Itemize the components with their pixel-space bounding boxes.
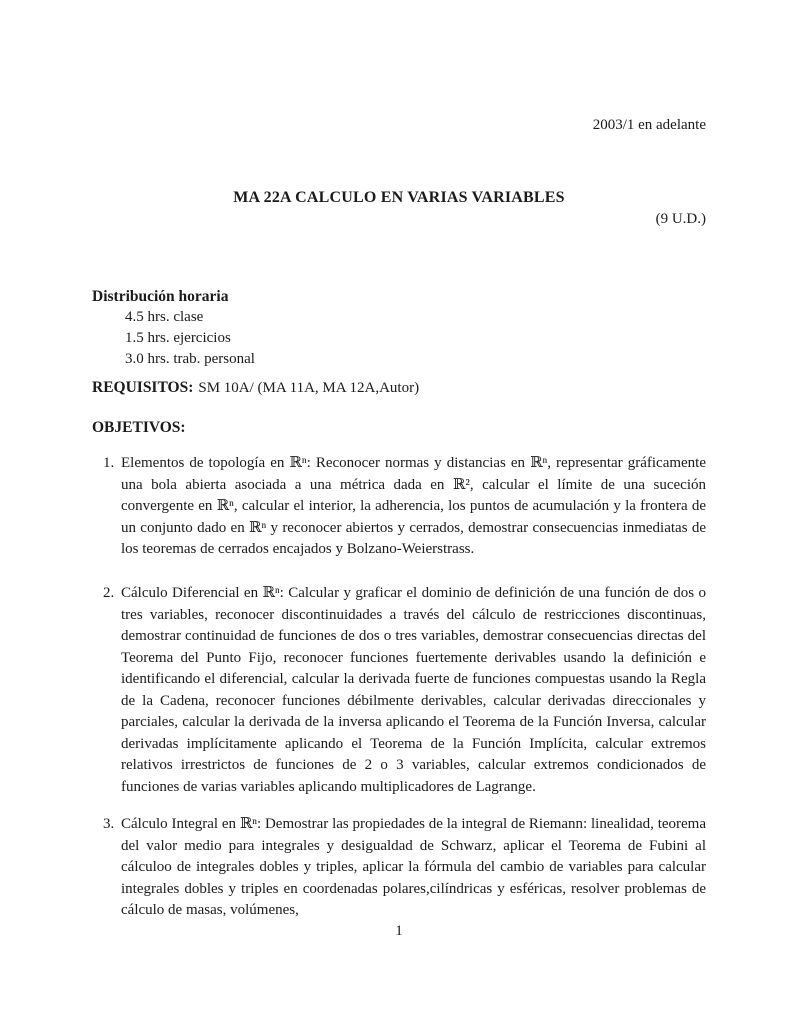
header-date-note: 2003/1 en adelante xyxy=(592,117,706,133)
distribution-item-clase: 4.5 hrs. clase xyxy=(125,309,204,325)
objective-item xyxy=(103,814,706,922)
distribution-item-personal: 3.0 hrs. trab. personal xyxy=(125,351,255,367)
objective-number: 1. xyxy=(103,455,115,471)
course-title: MA 22A CALCULO EN VARIAS VARIABLES xyxy=(233,189,565,206)
requisitos-value: SM 10A/ (MA 11A, MA 12A,Autor) xyxy=(198,380,420,396)
requisitos-line xyxy=(92,377,419,400)
objective-text: Elementos de topología en ℝⁿ: Reconocer normas y distancias en ℝⁿ, representar gráficamente una bola abierta asociada a una métrica dada en ℝ², calcular el límite de una suceción convergente en ℝⁿ, calcular el interior, la adherencia, los puntos de acumulación y la frontera de un conjunto dado en ℝⁿ y reconocer abiertos y cerrados, demostrar consecuencias inmediatas de los teoremas de cerrados encajados y Bolzano-Weierstrass. xyxy=(121,455,706,557)
distribution-list xyxy=(125,307,255,370)
distribution-item-ejercicios: 1.5 hrs. ejercicios xyxy=(125,330,231,346)
objective-text: Cálculo Diferencial en ℝⁿ: Calcular y graficar el dominio de definición de una función de dos o tres variables, reconocer discontinuidades a través del cálculo de restricciones discontinuas, demostrar continuidad de funciones de dos o tres variables, demostrar consecuencias directas del Teorema del Punto Fijo, reconocer funciones fuertemente derivables usando la definición e identificando el diferencial, calcular la derivada fuerte de funciones compuestas usando la Regla de la Cadena, reconocer funciones débilmente derivables, calcular derivadas direccionales y parciales, calcular la derivada de la inversa aplicando el Teorema de la Función Inversa, calcular derivadas implícitamente aplicando el Teorema de la Función Implícita, calcular extremos relativos irrestrictos de funciones de 2 o 3 variables, calcular extremos condicionados de funciones de varias variables aplicando multiplicadores de Lagrange. xyxy=(121,585,706,795)
objective-number: 3. xyxy=(103,816,115,832)
objective-text: Cálculo Integral en ℝⁿ: Demostrar las propiedades de la integral de Riemann: linealidad, teorema del valor medio para integrales y desigualdad de Schwarz, aplicar el Teorema de Fubini al cálculoo de integrales dobles y triples, aplicar la fórmula del cambio de variables para calcular integrales dobles y triples en coordenadas polares,cilíndricas y esféricas, resolver problemas de cálculo de masas, volúmenes, xyxy=(121,816,706,918)
objetivos-heading: OBJETIVOS: xyxy=(92,419,186,436)
objective-number: 2. xyxy=(103,585,115,601)
distribution-heading: Distribución horaria xyxy=(92,288,229,305)
objective-item xyxy=(103,453,706,561)
page-number: 1 xyxy=(395,923,403,939)
credit-units: (9 U.D.) xyxy=(655,211,706,227)
requisitos-label: REQUISITOS: xyxy=(92,379,194,396)
objective-item xyxy=(103,583,706,798)
